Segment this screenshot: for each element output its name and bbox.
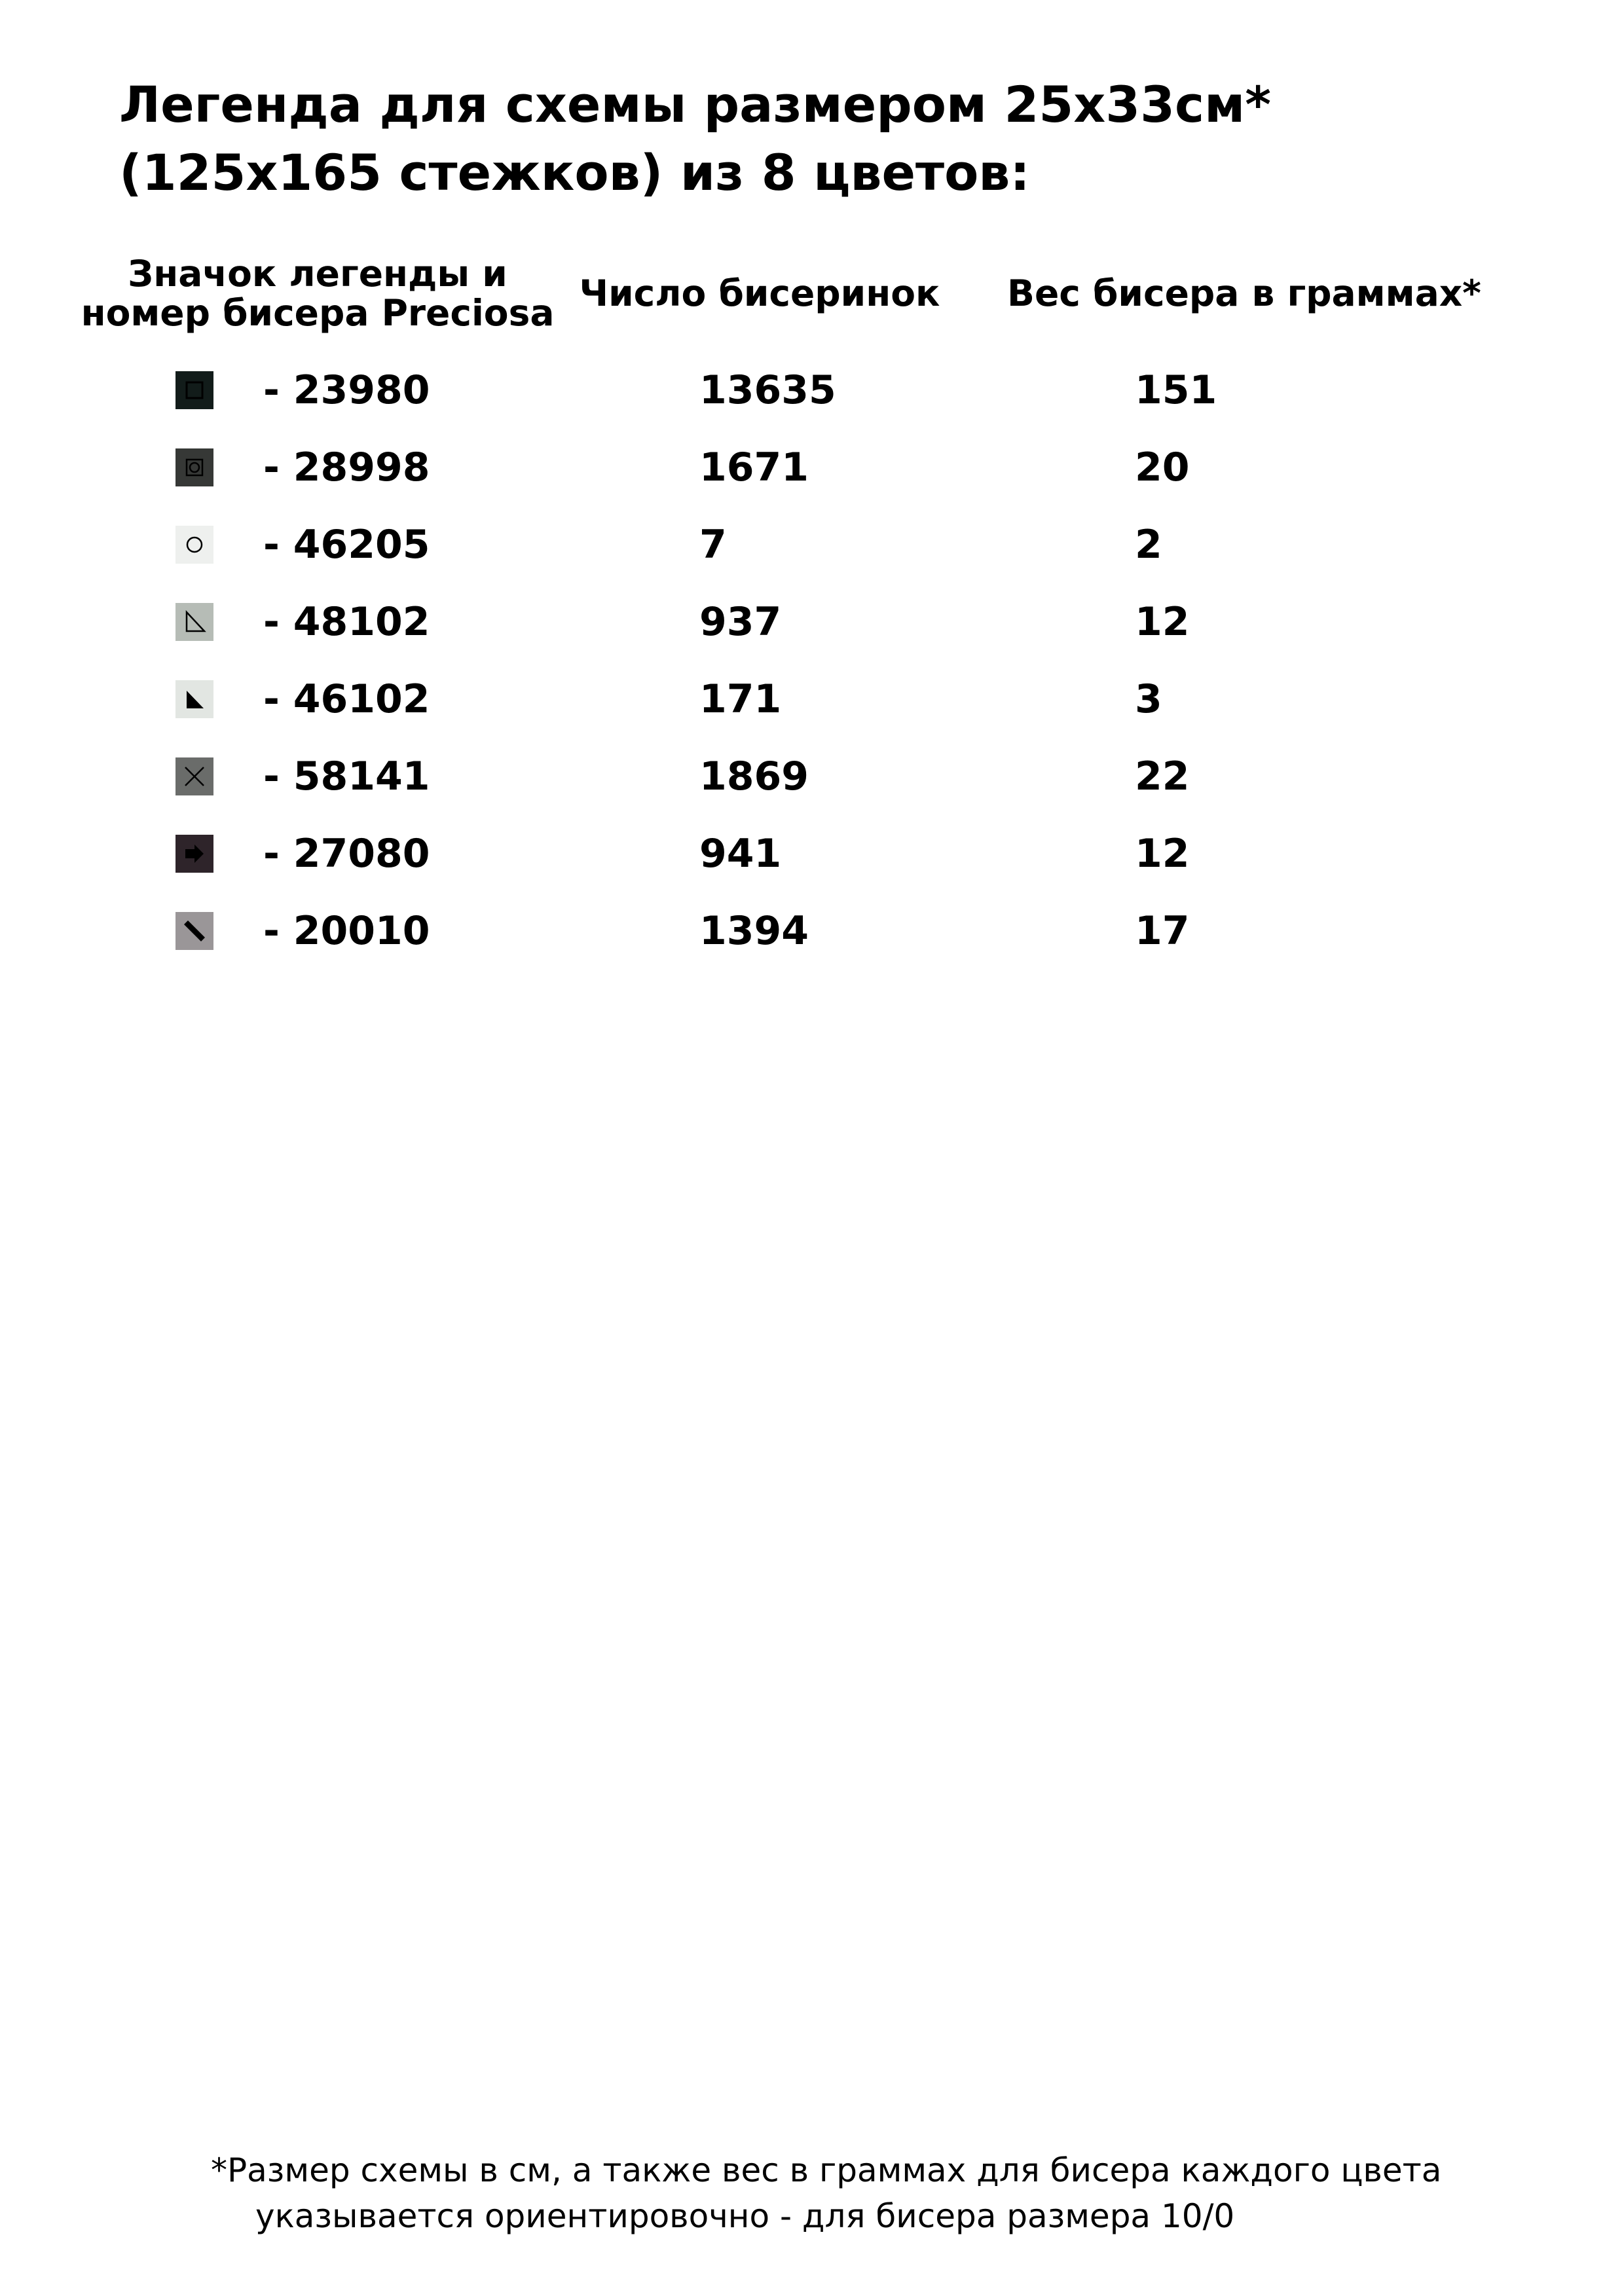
bead-count: 937 — [699, 599, 782, 645]
bead-weight: 12 — [1135, 599, 1190, 645]
column-header-symbol — [65, 254, 570, 333]
bead-count: 13635 — [699, 367, 836, 413]
legend-row — [0, 815, 1624, 892]
bead-count: 1671 — [699, 445, 809, 490]
bead-count: 7 — [699, 522, 727, 568]
column-header-symbol-line-2: номер бисера Preciosa — [81, 292, 555, 334]
legend-swatch — [175, 912, 213, 950]
bead-code: - 23980 — [263, 367, 430, 413]
legend-swatch — [175, 835, 213, 873]
legend-row — [0, 506, 1624, 583]
triangle-filled-icon — [175, 680, 213, 718]
title-line-1: Легенда для схемы размером 25x33см* — [119, 75, 1271, 134]
legend-row — [0, 738, 1624, 815]
bead-weight: 20 — [1135, 445, 1190, 490]
page-title — [119, 71, 1271, 207]
legend-swatch — [175, 526, 213, 564]
bead-weight: 12 — [1135, 831, 1190, 877]
bead-code: - 58141 — [263, 754, 430, 799]
bead-weight: 17 — [1135, 908, 1190, 954]
arrow-right-icon — [175, 835, 213, 873]
bead-weight: 22 — [1135, 754, 1190, 799]
diagonal-bar-icon — [175, 912, 213, 950]
footnote-line-2: указывается ориентировочно - для бисера размера 10/0 — [255, 2197, 1235, 2235]
legend-swatch — [175, 680, 213, 718]
footnote — [211, 2147, 1441, 2239]
legend-swatch — [175, 448, 213, 486]
bead-code: - 20010 — [263, 908, 430, 954]
bead-weight: 2 — [1135, 522, 1162, 568]
title-line-2: (125x165 стежков) из 8 цветов: — [119, 143, 1030, 202]
column-header-weight: Вес бисера в граммах* — [1007, 272, 1481, 314]
column-header-count: Число бисеринок — [579, 272, 940, 314]
legend-swatch — [175, 371, 213, 409]
bead-count: 171 — [699, 676, 782, 722]
bead-code: - 48102 — [263, 599, 430, 645]
column-header-symbol-line-1: Значок легенды и — [128, 253, 507, 295]
legend-swatch — [175, 603, 213, 641]
triangle-outline-icon — [175, 603, 213, 641]
bead-code: - 28998 — [263, 445, 430, 490]
legend-row — [0, 661, 1624, 738]
bead-count: 1394 — [699, 908, 809, 954]
bead-code: - 46205 — [263, 522, 430, 568]
circle-outline-icon — [175, 526, 213, 564]
legend-row — [0, 583, 1624, 661]
footnote-line-1: *Размер схемы в см, а также вес в граммах для бисера каждого цвета — [211, 2151, 1442, 2189]
bead-count: 941 — [699, 831, 782, 877]
legend-row — [0, 892, 1624, 970]
square-outline-icon — [175, 371, 213, 409]
legend-row — [0, 429, 1624, 506]
bead-code: - 46102 — [263, 676, 430, 722]
bead-code: - 27080 — [263, 831, 430, 877]
legend-swatch — [175, 757, 213, 795]
bead-weight: 151 — [1135, 367, 1217, 413]
legend-row — [0, 352, 1624, 429]
bead-count: 1869 — [699, 754, 809, 799]
cross-icon — [175, 757, 213, 795]
bead-weight: 3 — [1135, 676, 1162, 722]
circle-in-square-icon — [175, 448, 213, 486]
